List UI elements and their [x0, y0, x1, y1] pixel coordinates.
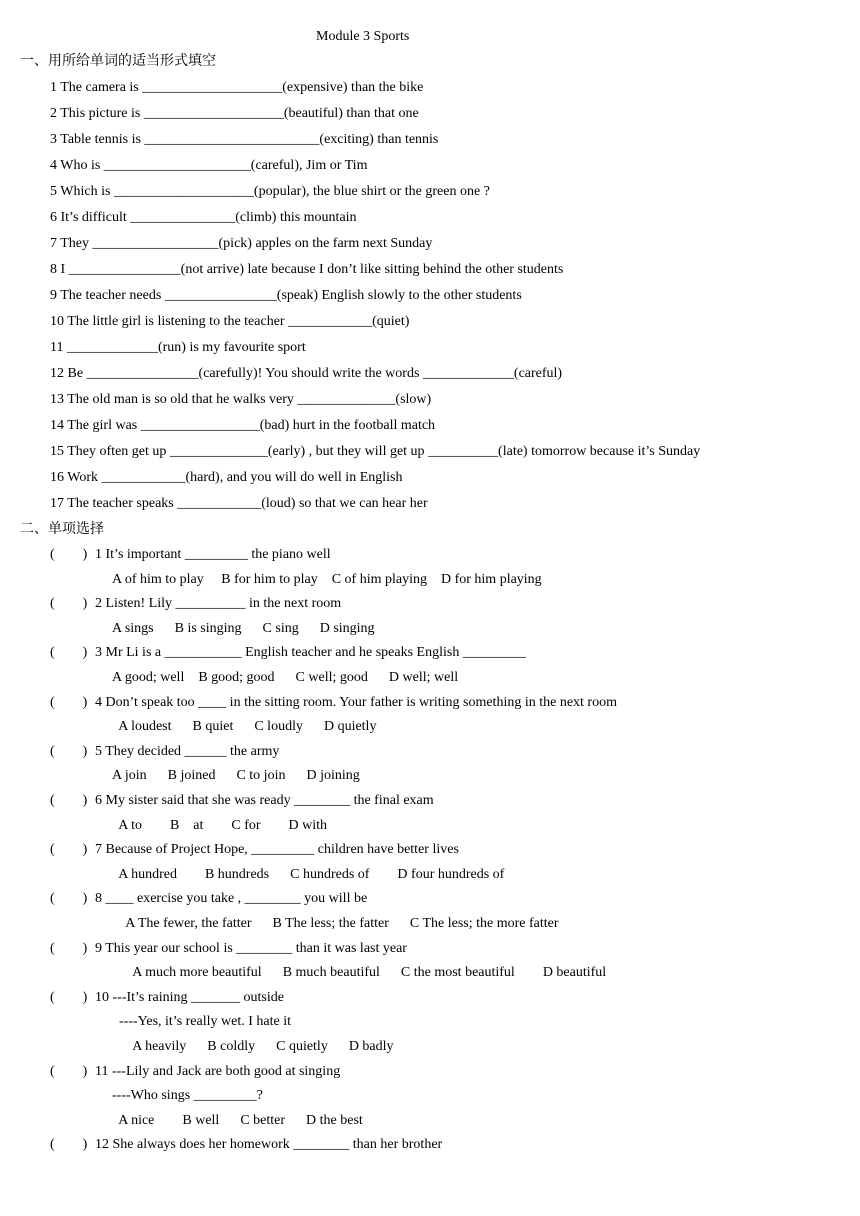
answer-blank[interactable]: ( )	[50, 842, 88, 857]
options-line: A The fewer, the fatter B The less; the fatter C The less; the more fatter	[112, 916, 559, 931]
fill-item: 4 Who is _____________________(careful), Jim or Tim	[50, 158, 368, 173]
options-line: A good; well B good; good C well; good D well; well	[112, 670, 459, 685]
question-text: 5 They decided ______ the army	[95, 744, 280, 759]
answer-blank[interactable]: ( )	[50, 695, 88, 710]
question-text: 1 It’s important _________ the piano well	[95, 547, 331, 562]
fill-item: 9 The teacher needs ________________(speak) English slowly to the other students	[50, 288, 522, 303]
fill-item: 2 This picture is ____________________(beautiful) than that one	[50, 106, 419, 121]
fill-item: 14 The girl was _________________(bad) hurt in the football match	[50, 418, 436, 433]
fill-item: 7 They __________________(pick) apples on the farm next Sunday	[50, 236, 433, 251]
options-line: A to B at C for D with	[112, 818, 328, 833]
answer-blank[interactable]: ( )	[50, 596, 88, 611]
answer-blank[interactable]: ( )	[50, 793, 88, 808]
question-row	[50, 792, 434, 810]
question-row	[50, 1136, 442, 1154]
fill-item: 5 Which is ____________________(popular), the blue shirt or the green one ?	[50, 184, 490, 199]
fill-item: 17 The teacher speaks ____________(loud) so that we can hear her	[50, 496, 428, 511]
options-line: A of him to play B for him to play C of him playing D for him playing	[112, 572, 542, 587]
question-row	[50, 694, 617, 712]
fill-item: 13 The old man is so old that he walks very ______________(slow)	[50, 392, 432, 407]
question-text: 3 Mr Li is a ___________ English teacher and he speaks English _________	[95, 645, 526, 660]
answer-blank[interactable]: ( )	[50, 744, 88, 759]
answer-blank[interactable]: ( )	[50, 645, 88, 660]
question-text: 7 Because of Project Hope, _________ children have better lives	[95, 842, 459, 857]
options-line: A sings B is singing C sing D singing	[112, 621, 375, 636]
answer-blank[interactable]: ( )	[50, 891, 88, 906]
question-text: 8 ____ exercise you take , ________ you will be	[95, 891, 368, 906]
fill-item: 16 Work ____________(hard), and you will do well in English	[50, 470, 403, 485]
section-1-heading: 一、用所给单词的适当形式填空	[20, 54, 216, 69]
question-row	[50, 743, 279, 761]
fill-item: 6 It’s difficult _______________(climb) this mountain	[50, 210, 357, 225]
fill-item: 15 They often get up ______________(early) , but they will get up __________(late) tomorrow because it’s Sunday	[50, 444, 701, 459]
question-row	[50, 940, 407, 958]
question-text: 9 This year our school is ________ than it was last year	[95, 941, 407, 956]
options-line: A nice B well C better D the best	[112, 1113, 363, 1128]
answer-blank[interactable]: ( )	[50, 1137, 88, 1152]
question-row	[50, 644, 526, 662]
question-text: 4 Don’t speak too ____ in the sitting room. Your father is writing something in the next room	[95, 695, 617, 710]
fill-item: 3 Table tennis is _________________________(exciting) than tennis	[50, 132, 439, 147]
question-row	[50, 595, 341, 613]
options-line: A join B joined C to join D joining	[112, 768, 360, 783]
question-row	[50, 546, 331, 564]
options-line: A much more beautiful B much beautiful C the most beautiful D beautiful	[112, 965, 607, 980]
answer-blank[interactable]: ( )	[50, 941, 88, 956]
answer-blank[interactable]: ( )	[50, 547, 88, 562]
question-row	[50, 989, 284, 1007]
page-title: Module 3 Sports	[316, 29, 410, 44]
fill-item: 11 _____________(run) is my favourite sport	[50, 340, 306, 355]
fill-item: 1 The camera is ____________________(expensive) than the bike	[50, 80, 424, 95]
question-row	[50, 890, 367, 908]
answer-blank[interactable]: ( )	[50, 990, 88, 1005]
options-line: A heavily B coldly C quietly D badly	[112, 1039, 394, 1054]
question-text: 6 My sister said that she was ready ________ the final exam	[95, 793, 434, 808]
options-line: A loudest B quiet C loudly D quietly	[112, 719, 377, 734]
options-line: ----Yes, it’s really wet. I hate it	[112, 1014, 291, 1029]
question-text: 11 ---Lily and Jack are both good at singing	[95, 1064, 341, 1079]
answer-blank[interactable]: ( )	[50, 1064, 88, 1079]
options-line: A hundred B hundreds C hundreds of D four hundreds of	[112, 867, 505, 882]
fill-item: 10 The little girl is listening to the teacher ____________(quiet)	[50, 314, 410, 329]
fill-item: 12 Be ________________(carefully)! You should write the words _____________(careful)	[50, 366, 563, 381]
question-text: 10 ---It’s raining _______ outside	[95, 990, 284, 1005]
question-row	[50, 1063, 340, 1081]
section-2-heading: 二、单项选择	[20, 522, 104, 537]
question-row	[50, 841, 459, 859]
options-line: ----Who sings _________?	[112, 1088, 263, 1103]
fill-item: 8 I ________________(not arrive) late because I don’t like sitting behind the other students	[50, 262, 564, 277]
question-text: 2 Listen! Lily __________ in the next room	[95, 596, 342, 611]
question-text: 12 She always does her homework ________ than her brother	[95, 1137, 443, 1152]
